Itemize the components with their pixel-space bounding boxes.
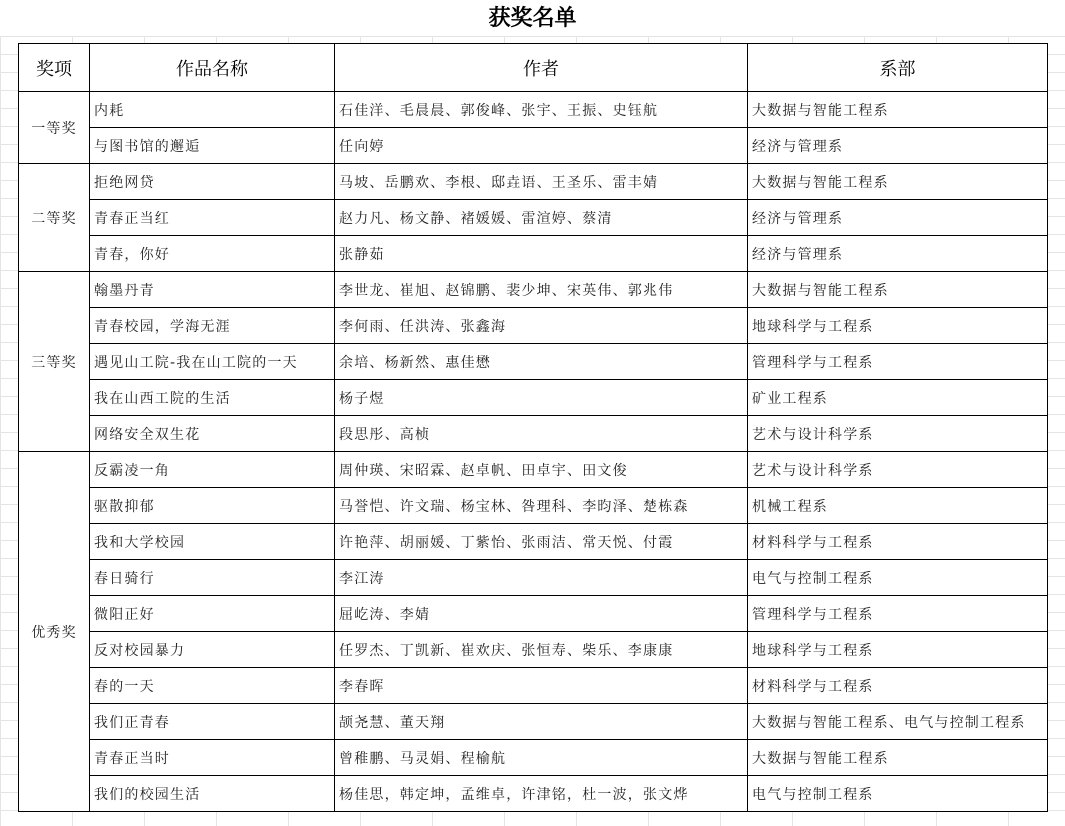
author-cell[interactable]: 颉尧慧、董天翔 bbox=[335, 704, 748, 740]
dept-cell[interactable]: 大数据与智能工程系、电气与控制工程系 bbox=[748, 704, 1048, 740]
author-cell[interactable]: 任罗杰、丁凯新、崔欢庆、张恒寿、柴乐、李康康 bbox=[335, 632, 748, 668]
header-row bbox=[19, 44, 1048, 92]
work-cell[interactable]: 驱散抑郁 bbox=[90, 488, 335, 524]
header-work[interactable]: 作品名称 bbox=[90, 44, 335, 92]
table-row bbox=[19, 344, 1048, 380]
prize-cell[interactable]: 优秀奖 bbox=[19, 452, 90, 812]
dept-cell[interactable]: 艺术与设计科学系 bbox=[748, 416, 1048, 452]
table-row bbox=[19, 632, 1048, 668]
work-cell[interactable]: 我们正青春 bbox=[90, 704, 335, 740]
work-cell[interactable]: 内耗 bbox=[90, 92, 335, 128]
table-row bbox=[19, 236, 1048, 272]
work-cell[interactable]: 与图书馆的邂逅 bbox=[90, 128, 335, 164]
dept-cell[interactable]: 管理科学与工程系 bbox=[748, 596, 1048, 632]
dept-cell[interactable]: 地球科学与工程系 bbox=[748, 632, 1048, 668]
header-author[interactable]: 作者 bbox=[335, 44, 748, 92]
table-row bbox=[19, 776, 1048, 812]
dept-cell[interactable]: 经济与管理系 bbox=[748, 236, 1048, 272]
work-cell[interactable]: 拒绝网贷 bbox=[90, 164, 335, 200]
author-cell[interactable]: 余培、杨新然、惠佳懋 bbox=[335, 344, 748, 380]
dept-cell[interactable]: 大数据与智能工程系 bbox=[748, 740, 1048, 776]
work-cell[interactable]: 反对校园暴力 bbox=[90, 632, 335, 668]
author-cell[interactable]: 周仲瑛、宋昭霖、赵卓帆、田卓宇、田文俊 bbox=[335, 452, 748, 488]
author-cell[interactable]: 李春晖 bbox=[335, 668, 748, 704]
author-cell[interactable]: 许艳萍、胡丽媛、丁紫怡、张雨洁、常天悦、付霞 bbox=[335, 524, 748, 560]
dept-cell[interactable]: 矿业工程系 bbox=[748, 380, 1048, 416]
work-cell[interactable]: 我在山西工院的生活 bbox=[90, 380, 335, 416]
table-row bbox=[19, 380, 1048, 416]
work-cell[interactable]: 青春校园，学海无涯 bbox=[90, 308, 335, 344]
table-row bbox=[19, 560, 1048, 596]
author-cell[interactable]: 李世龙、崔旭、赵锦鹏、裴少坤、宋英伟、郭兆伟 bbox=[335, 272, 748, 308]
dept-cell[interactable]: 艺术与设计科学系 bbox=[748, 452, 1048, 488]
work-cell[interactable]: 春日骑行 bbox=[90, 560, 335, 596]
author-cell[interactable]: 段思彤、高桢 bbox=[335, 416, 748, 452]
table-row bbox=[19, 416, 1048, 452]
table-row bbox=[19, 596, 1048, 632]
author-cell[interactable]: 任向婷 bbox=[335, 128, 748, 164]
dept-cell[interactable]: 大数据与智能工程系 bbox=[748, 92, 1048, 128]
dept-cell[interactable]: 机械工程系 bbox=[748, 488, 1048, 524]
table-row bbox=[19, 488, 1048, 524]
dept-cell[interactable]: 经济与管理系 bbox=[748, 128, 1048, 164]
table-row bbox=[19, 128, 1048, 164]
dept-cell[interactable]: 大数据与智能工程系 bbox=[748, 164, 1048, 200]
work-cell[interactable]: 反霸凌一角 bbox=[90, 452, 335, 488]
table-row bbox=[19, 272, 1048, 308]
dept-cell[interactable]: 管理科学与工程系 bbox=[748, 344, 1048, 380]
awards-table bbox=[18, 43, 1048, 812]
dept-cell[interactable]: 大数据与智能工程系 bbox=[748, 272, 1048, 308]
awards-body bbox=[19, 92, 1048, 812]
table-row bbox=[19, 740, 1048, 776]
work-cell[interactable]: 青春正当时 bbox=[90, 740, 335, 776]
author-cell[interactable]: 张静茹 bbox=[335, 236, 748, 272]
work-cell[interactable]: 遇见山工院-我在山工院的一天 bbox=[90, 344, 335, 380]
table-row bbox=[19, 704, 1048, 740]
work-cell[interactable]: 青春，你好 bbox=[90, 236, 335, 272]
table-row bbox=[19, 524, 1048, 560]
work-cell[interactable]: 翰墨丹青 bbox=[90, 272, 335, 308]
author-cell[interactable]: 石佳洋、毛晨晨、郭俊峰、张宇、王振、史钰航 bbox=[335, 92, 748, 128]
dept-cell[interactable]: 材料科学与工程系 bbox=[748, 668, 1048, 704]
header-prize[interactable]: 奖项 bbox=[19, 44, 90, 92]
author-cell[interactable]: 马坡、岳鹏欢、李根、邸垚语、王圣乐、雷丰婧 bbox=[335, 164, 748, 200]
author-cell[interactable]: 杨子煜 bbox=[335, 380, 748, 416]
author-cell[interactable]: 赵力凡、杨文静、褚媛媛、雷渲婷、蔡清 bbox=[335, 200, 748, 236]
author-cell[interactable]: 杨佳思，韩定坤，孟维卓，许津铭，杜一波，张文烨 bbox=[335, 776, 748, 812]
table-row bbox=[19, 164, 1048, 200]
author-cell[interactable]: 屈屹涛、李婧 bbox=[335, 596, 748, 632]
table-row bbox=[19, 92, 1048, 128]
author-cell[interactable]: 李何雨、任洪涛、张鑫海 bbox=[335, 308, 748, 344]
sheet-title: 获奖名单 bbox=[0, 0, 1065, 36]
work-cell[interactable]: 我和大学校园 bbox=[90, 524, 335, 560]
prize-cell[interactable]: 二等奖 bbox=[19, 164, 90, 272]
work-cell[interactable]: 青春正当红 bbox=[90, 200, 335, 236]
author-cell[interactable]: 曾稚鹏、马灵娟、程榆航 bbox=[335, 740, 748, 776]
table-row bbox=[19, 452, 1048, 488]
dept-cell[interactable]: 电气与控制工程系 bbox=[748, 560, 1048, 596]
work-cell[interactable]: 微阳正好 bbox=[90, 596, 335, 632]
dept-cell[interactable]: 地球科学与工程系 bbox=[748, 308, 1048, 344]
table-row bbox=[19, 668, 1048, 704]
table-row bbox=[19, 308, 1048, 344]
table-row bbox=[19, 200, 1048, 236]
work-cell[interactable]: 春的一天 bbox=[90, 668, 335, 704]
prize-cell[interactable]: 一等奖 bbox=[19, 92, 90, 164]
work-cell[interactable]: 我们的校园生活 bbox=[90, 776, 335, 812]
header-dept[interactable]: 系部 bbox=[748, 44, 1048, 92]
author-cell[interactable]: 马誉恺、许文瑞、杨宝林、咎理科、李昀泽、楚栋森 bbox=[335, 488, 748, 524]
dept-cell[interactable]: 电气与控制工程系 bbox=[748, 776, 1048, 812]
prize-cell[interactable]: 三等奖 bbox=[19, 272, 90, 452]
author-cell[interactable]: 李江涛 bbox=[335, 560, 748, 596]
work-cell[interactable]: 网络安全双生花 bbox=[90, 416, 335, 452]
dept-cell[interactable]: 材料科学与工程系 bbox=[748, 524, 1048, 560]
dept-cell[interactable]: 经济与管理系 bbox=[748, 200, 1048, 236]
